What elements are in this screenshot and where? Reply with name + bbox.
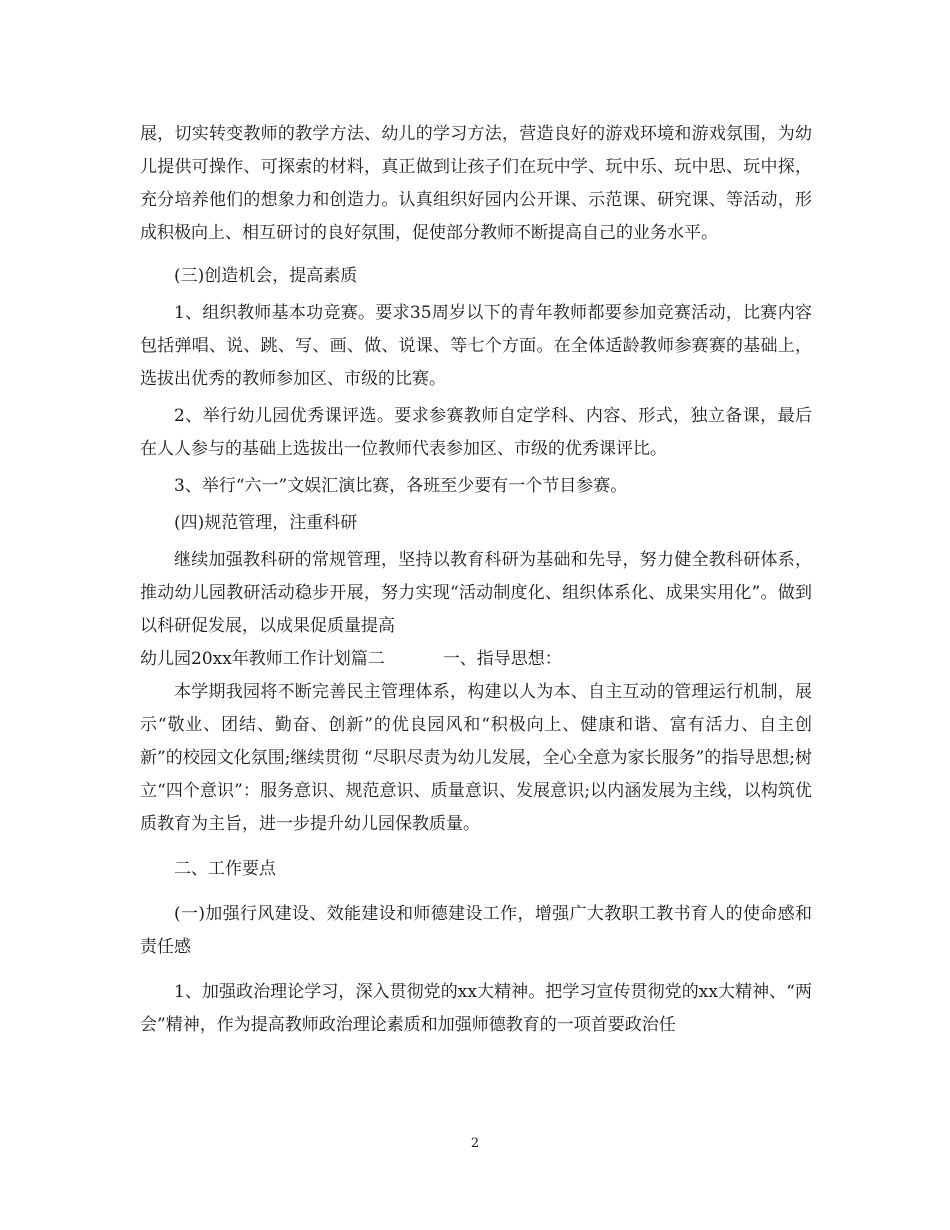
paragraph-guiding-ideology: 本学期我园将不断完善民主管理体系，构建以人为本、自主互动的管理运行机制，展示“敬业、团结、勤奋、创新”的优良园风和“积极向上、健康和谐、富有活力、自主创新”的校园文化氛围;继续贯彻 “尽职尽责为幼儿发展，全心全意为家长服务”的指导思想;树立“四个意识”：服务意识、规范意识、质量意识、发展意识;以内涵发展为主线，以构筑优质教育为主旨，进一步提升幼儿园保教质量。 xyxy=(140,682,812,834)
paragraph-continuation: 展，切实转变教师的教学方法、幼儿的学习方法，营造良好的游戏环境和游戏氛围，为幼儿提供可操作、可探索的材料，真正做到让孩子们在玩中学、玩中乐、玩中思、玩中探，充分培养他们的想象力和创造力。认真组织好园内公开课、示范课、研究课、等活动，形成积极向上、相互研讨的良好氛围，促使部分教师不断提高自己的业务水平。 xyxy=(140,124,812,243)
section-heading-4: (四)规范管理，注重科研 xyxy=(174,513,358,533)
page-number: 2 xyxy=(470,1136,480,1151)
paragraph-item-3: 3、举行“六一”文娱汇演比赛，各班至少要有一个节目参赛。 xyxy=(174,476,628,496)
section-heading-3: (三)创造机会，提高素质 xyxy=(174,266,358,286)
paragraph-political-study: 1、加强政治理论学习，深入贯彻党的xx大精神。把学习宣传贯彻党的xx大精神、“两会”精神，作为提高教师政治理论素质和加强师德教育的一项首要政治任 xyxy=(140,982,812,1035)
paragraph-item-2: 2、举行幼儿园优秀课评选。要求参赛教师自定学科、内容、形式，独立备课，最后在人人参与的基础上选拔出一位教师代表参加区、市级的优秀课评比。 xyxy=(140,406,812,459)
section-heading-work-points: 二、工作要点 xyxy=(174,859,276,879)
document-title-line xyxy=(140,643,812,676)
paragraph-item-1: 1、组织教师基本功竞赛。要求35周岁以下的青年教师都要参加竞赛活动，比赛内容包括弹唱、说、跳、写、画、做、说课、等七个方面。在全体适龄教师参赛赛的基础上，选拔出优秀的教师参加区、市级的比赛。 xyxy=(140,303,812,389)
document-title: 幼儿园20xx年教师工作计划篇二 xyxy=(140,649,385,669)
document-body xyxy=(140,118,812,1042)
paragraph-research: 继续加强教科研的常规管理，坚持以教育科研为基础和先导，努力健全教科研体系，推动幼儿园教研活动稳步开展，努力实现“活动制度化、组织体系化、成果实用化”。做到以科研促发展，以成果促质量提高 xyxy=(140,550,812,636)
subsection-heading-1: (一)加强行风建设、效能建设和师德建设工作，增强广大教职工教书育人的使命感和责任感 xyxy=(140,904,812,957)
guiding-ideology-heading: 一、指导思想： xyxy=(442,649,562,669)
